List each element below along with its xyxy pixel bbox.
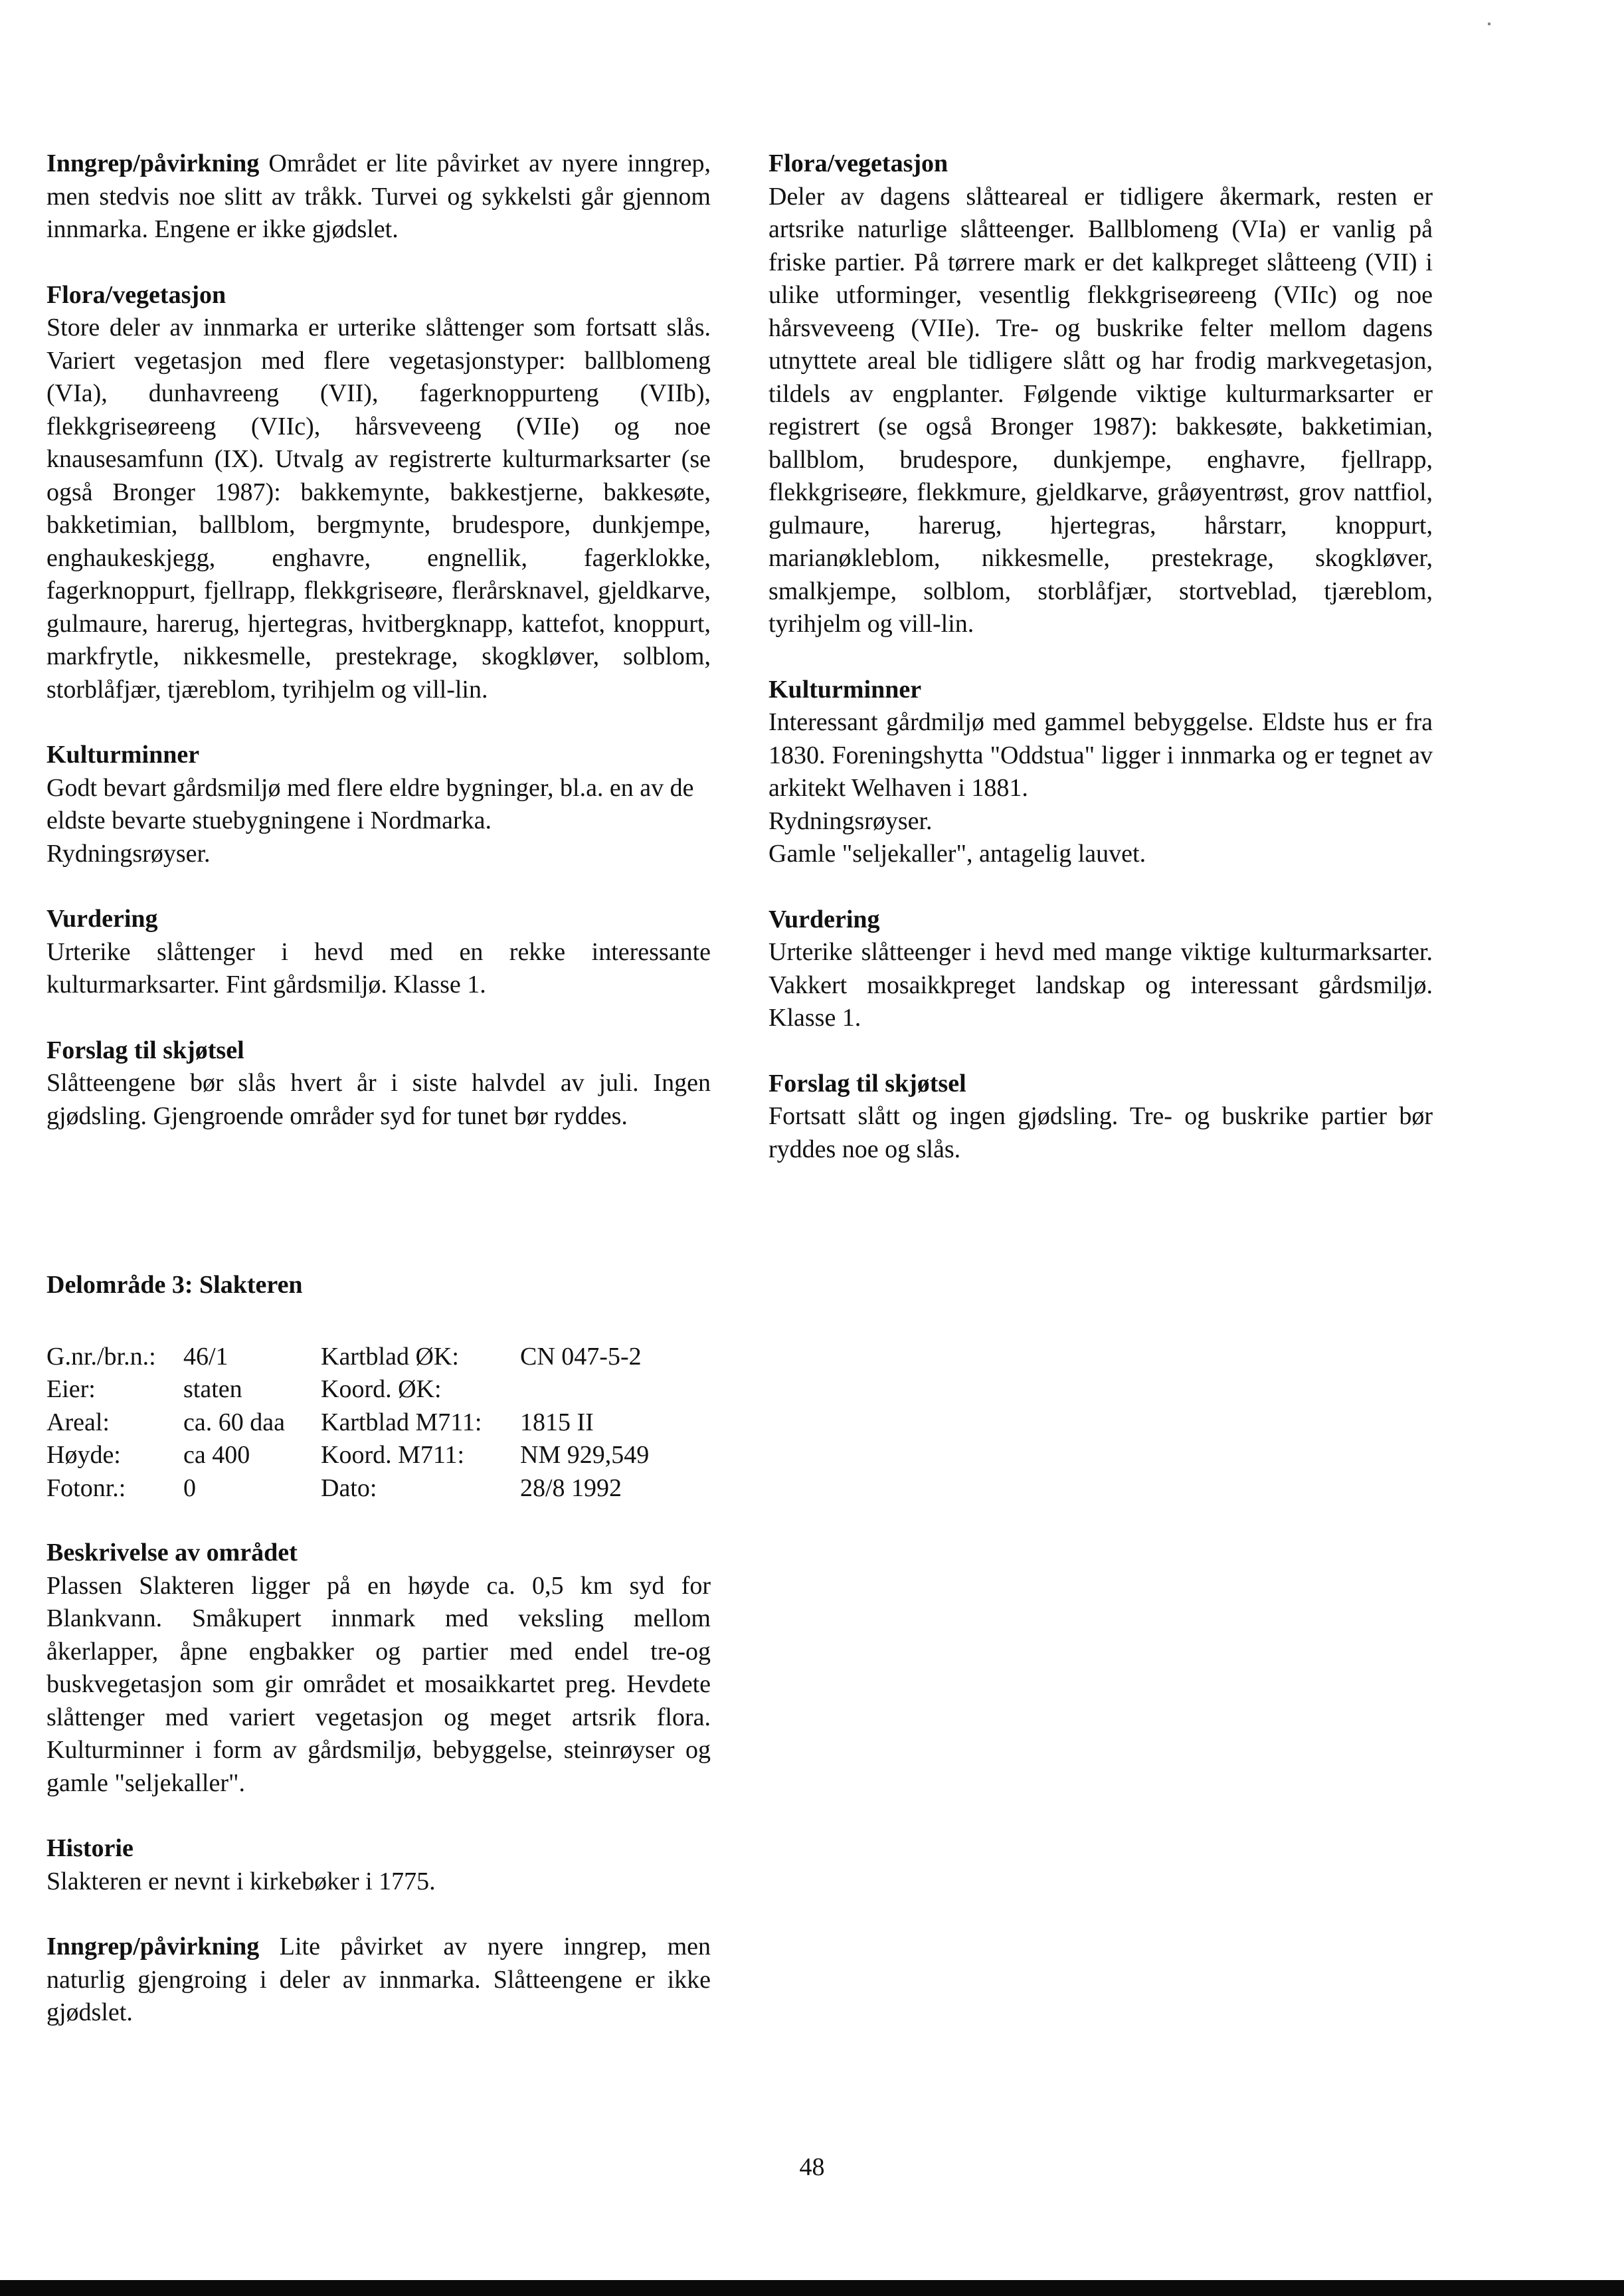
left-inngrep-text: Området er lite påvirket av nyere inngrep, men stedvis noe slitt av tråkk. Turvei og sykkelsti går gjennom innmarka. Engene er ikke gjødslet. (46, 149, 711, 243)
right-kultur-section (768, 674, 1433, 871)
table-row (46, 1439, 666, 1472)
meta-label: Kartblad M711: (321, 1408, 482, 1436)
table-row (46, 1341, 666, 1374)
site-metadata-table (46, 1341, 666, 1505)
left-vurdering-section (46, 903, 711, 1002)
left-inngrep-section (46, 147, 711, 246)
meta-label: Areal: (46, 1408, 110, 1436)
bottom-border (0, 2280, 1624, 2296)
meta-value: ca. 60 daa (183, 1408, 285, 1436)
beskrivelse-text: Plassen Slakteren ligger på en høyde ca. 0,5 km syd for Blankvann. Småkupert innmark med veksling mellom åkerlapper, åpne engbakker og partier med endel tre-og buskvegetasjon som gir området et mosaikkartet preg. Hevdete slåttenger med variert vegetasjon og meget artsrik flora. Kulturminner i form av gårdsmiljø, bebyggelse, steinrøyser og gamle "seljekaller". (46, 1571, 711, 1797)
meta-value: 1815 II (520, 1408, 594, 1436)
right-column (768, 147, 1433, 1198)
meta-value: CN 047-5-2 (520, 1342, 642, 1371)
right-forslag-text: Fortsatt slått og ingen gjødsling. Tre- og buskrike partier bør ryddes noe og slås. (768, 1102, 1433, 1163)
meta-label: Koord. M711: (321, 1441, 465, 1469)
meta-label: Høyde: (46, 1441, 121, 1469)
beskrivelse-section (46, 1537, 711, 1800)
meta-value: 28/8 1992 (520, 1474, 622, 1502)
meta-label: G.nr./br.n.: (46, 1342, 156, 1371)
right-kultur-line3: Gamle "seljekaller", antagelig lauvet. (768, 840, 1146, 868)
left-kultur-line2: Rydningsrøyser. (46, 839, 211, 868)
left-flora-section (46, 279, 711, 707)
beskrivelse-heading: Beskrivelse av området (46, 1539, 298, 1567)
left-vurdering-text: Urterike slåttenger i hevd med en rekke interessante kulturmarksarter. Fint gårdsmiljø. Klasse 1. (46, 937, 711, 999)
meta-label: Eier: (46, 1375, 96, 1403)
right-flora-text: Deler av dagens slåtteareal er tidligere åkermark, resten er artsrike naturlige slåtteenger. Ballblomeng (VIa) er vanlig på friske partier. På tørrere mark er det kalkpreget slåtteeng (VII) i ulike utforminger, vesentlig flekkgriseøreeng (VIIc) og noe hårsveveeng (VIIe). Tre- og buskrike felter mellom dagens utnyttete areal ble tidligere slått og har frodig markvegetasjon, tildels av engplanter. Følgende viktige kulturmarksarter er registrert (se også Bronger 1987): bakkesøte, bakketimian, ballblom, brudespore, dunkjempe, enghavre, fjellrapp, flekkgriseøre, flekkmure, gjeldkarve, gråøyentrøst, grov nattfiol, gulmaure, harerug, hjertegras, hårstarr, knoppurt, marianøkleblom, nikkesmelle, prestekrage, skogkløver, smalkjempe, solblom, storblåfjær, stortveblad, tjæreblom, tyrihjelm og vill-lin. (768, 182, 1433, 638)
right-kultur-heading: Kulturminner (768, 675, 922, 704)
left-forslag-text: Slåtteengene bør slås hvert år i siste halvdel av juli. Ingen gjødsling. Gjengroende områder syd for tunet bør ryddes. (46, 1069, 711, 1130)
page-number: 48 (799, 2153, 825, 2181)
lower-inngrep-paragraph (46, 1931, 711, 2030)
meta-label: Kartblad ØK: (321, 1342, 459, 1371)
left-flora-text: Store deler av innmarka er urterike slåttenger som fortsatt slås. Variert vegetasjon med flere vegetasjonstyper: ballblomeng (VIa), dunhavreeng (VII), fagerknoppurteng (VIIb), flekkgriseøreeng (VIIc), hårsveveeng (VIIe) og noe knausesamfunn (IX). Utvalg av registrerte kulturmarksarter (se også Bronger 1987): bakkemynte, bakkestjerne, bakkesøte, bakketimian, ballblom, bergmynte, brudespore, dunkjempe, enghaukeskjegg, enghavre, engnellik, fagerklokke, fagerknoppurt, fjellrapp, flekkgriseøre, flerårsknavel, gjeldkarve, gulmaure, harerug, hjertegras, hvitbergknapp, kattefot, knoppurt, markfrytle, nikkesmelle, prestekrage, skogkløver, solblom, storblåfjær, tjæreblom, tyrihjelm og vill-lin. (46, 314, 711, 704)
delomrade-title: Delområde 3: Slakteren (46, 1271, 303, 1299)
table-row (46, 1472, 666, 1505)
left-kultur-line1: Godt bevart gårdsmiljø med flere eldre bygninger, bl.a. en av de eldste bevarte stuebygningene i Nordmarka. (46, 773, 694, 834)
historie-heading: Historie (46, 1834, 134, 1862)
meta-label: Dato: (321, 1474, 377, 1502)
left-inngrep-label: Inngrep/påvirkning (46, 149, 260, 177)
left-column (46, 147, 711, 1165)
right-forslag-section (768, 1068, 1433, 1167)
lower-inngrep-section (46, 1931, 711, 2030)
historie-section (46, 1832, 711, 1898)
right-vurdering-section (768, 904, 1433, 1035)
meta-label: Koord. ØK: (321, 1375, 442, 1403)
scan-speck (1488, 23, 1490, 25)
meta-value: ca 400 (183, 1441, 250, 1469)
left-flora-heading: Flora/vegetasjon (46, 280, 226, 309)
right-forslag-heading: Forslag til skjøtsel (768, 1069, 966, 1098)
historie-text: Slakteren er nevnt i kirkebøker i 1775. (46, 1867, 436, 1895)
right-vurdering-heading: Vurdering (768, 905, 880, 933)
right-vurdering-text: Urterike slåtteenger i hevd med mange viktige kulturmarksarter. Vakkert mosaikkpreget landskap og interessant gårdsmiljø. Klasse 1. (768, 938, 1433, 1032)
meta-value: NM 929,549 (520, 1441, 650, 1469)
meta-value: staten (183, 1375, 242, 1403)
right-flora-heading: Flora/vegetasjon (768, 149, 948, 177)
left-forslag-heading: Forslag til skjøtsel (46, 1036, 244, 1064)
lower-inngrep-text: Lite påvirket av nyere inngrep, men naturlig gjengroing i deler av innmarka. Slåtteengene er ikke gjødslet. (46, 1933, 711, 2026)
left-vurdering-heading: Vurdering (46, 905, 158, 933)
left-inngrep-paragraph (46, 147, 711, 246)
right-kultur-line2: Rydningsrøyser. (768, 807, 933, 835)
meta-value: 46/1 (183, 1342, 228, 1371)
left-forslag-section (46, 1034, 711, 1133)
table-row (46, 1406, 666, 1440)
right-kultur-line1: Interessant gårdmiljø med gammel bebyggelse. Eldste hus er fra 1830. Foreningshytta "Oddstua" ligger i innmarka og er tegnet av arkitekt Welhaven i 1881. (768, 708, 1433, 802)
delomrade-section (46, 1269, 711, 2062)
table-row (46, 1373, 666, 1406)
lower-inngrep-label: Inngrep/påvirkning (46, 1933, 260, 1961)
right-flora-section (768, 147, 1433, 641)
meta-value (520, 1373, 666, 1406)
left-kultur-section (46, 739, 711, 870)
meta-value: 0 (183, 1474, 196, 1502)
meta-label: Fotonr.: (46, 1474, 126, 1502)
left-kultur-heading: Kulturminner (46, 741, 200, 769)
